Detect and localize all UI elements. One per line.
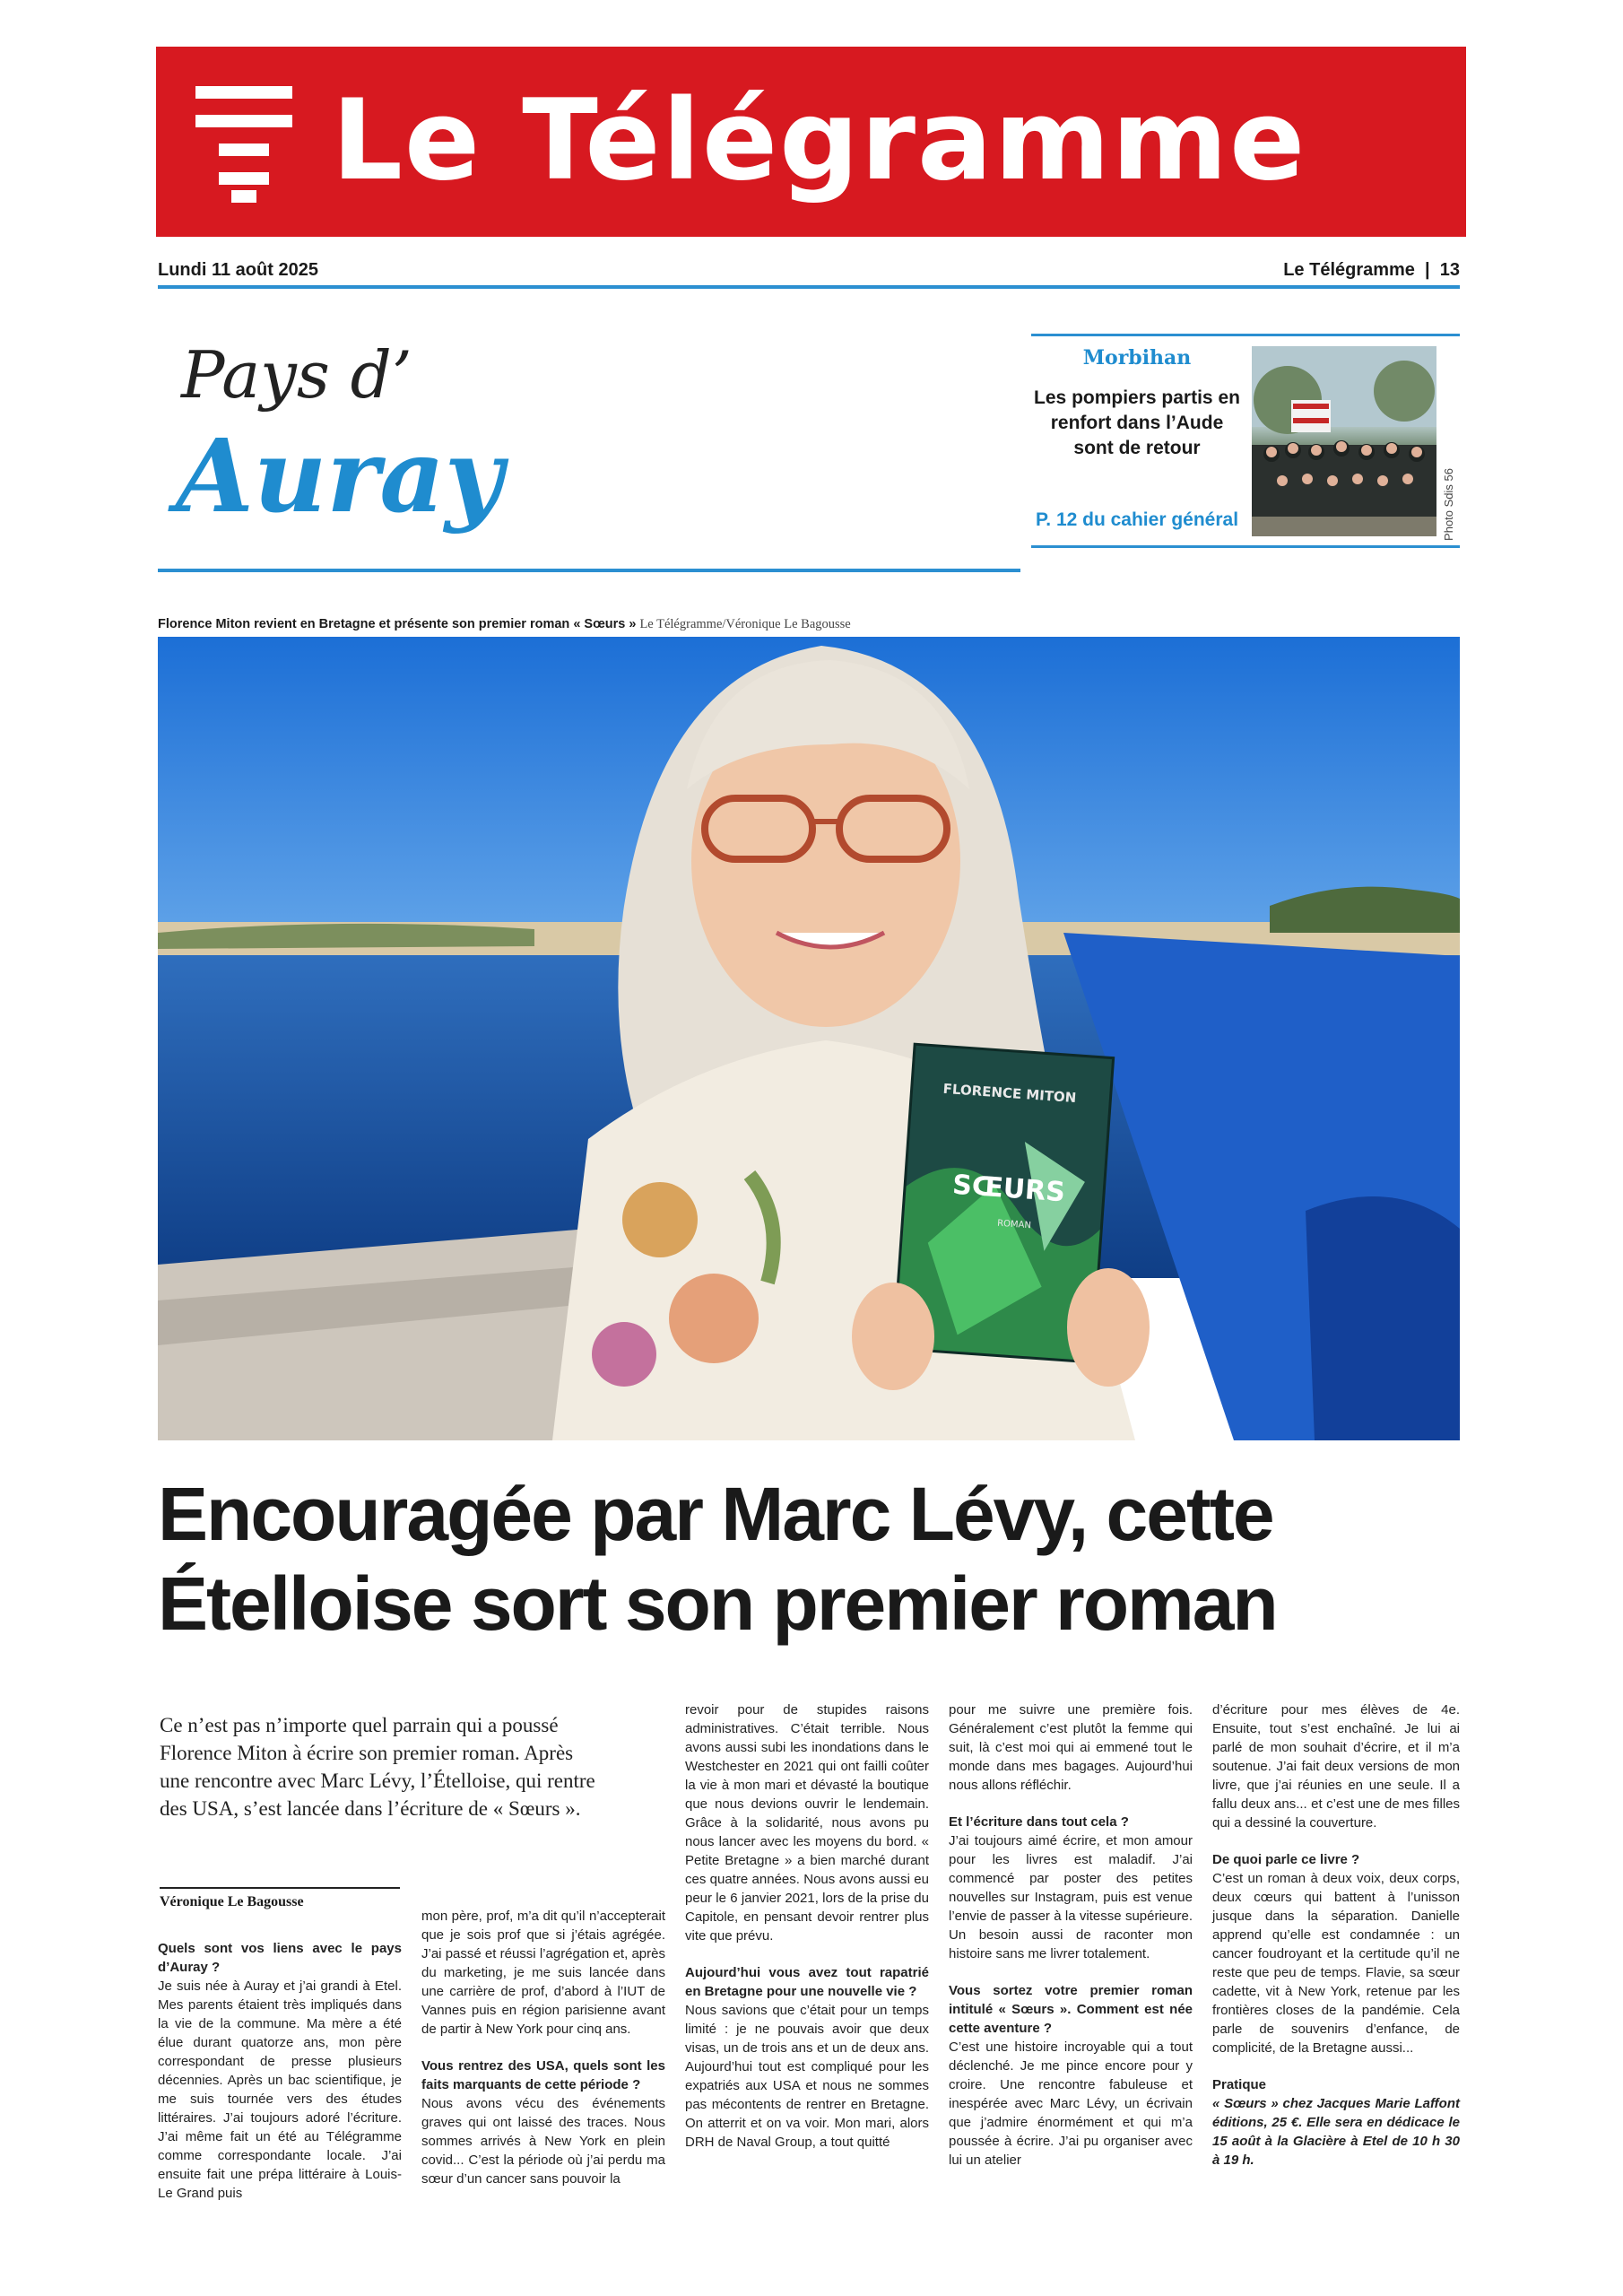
- teaser-bottom-rule: [1031, 545, 1460, 548]
- section-title-line2: Auray: [176, 418, 503, 535]
- answer-2-part2: revoir pour de stupides raisons administratives. C’était terrible. Nous avons aussi subi les inondations dans le Westchester en 2021 qui ont failli coûter la vie à mon mari et dévasté la boutique que nous devions ouvrir le lendemain. Grâce à la solidarité, nous avons pu nous lancer avec les moyens du bord. « Petite Bretagne » a bien marché durant ces quatre années. Nous avons aussi eu peur le 6 janvier 2021, lors de la prise du Capitole, en pensant devoir rentrer plus vite que prévu.: [685, 1702, 929, 1944]
- section-title-line1: Pays d’: [181, 337, 412, 413]
- answer-1-part2: mon père, prof, m’a dit qu’il n’accepterait que je sois prof que si j’étais agrégée. J’ai passé et réussi l’agrégation et, après du marketing, je me suis lancée dans une carrière de prof, d’abord à l’IUT de Vannes puis en région parisienne avant de partir à New York pour cinq ans.: [421, 1909, 665, 2037]
- masthead: [156, 47, 1466, 237]
- section-rule: [158, 569, 1020, 572]
- photo-caption: [158, 617, 851, 632]
- teaser-headline: Les pompiers partis en renfort dans l’Aude sont de retour: [1034, 387, 1240, 458]
- book-author: FLORENCE MITON: [942, 1080, 1077, 1107]
- answer-5-part2: d’écriture pour mes élèves de 4e. Ensuite, tout s’est enchaîné. Je lui ai parlé de mon souhait d’écrire, et il m’a soutenue. J’ai fait deux versions de mon livre, que j’ai réunies en une seule. Il a fallu deux ans... et c’est une de mes filles qui a dessiné la couverture.: [1212, 1702, 1460, 1831]
- article-column-3: [685, 1700, 929, 2152]
- answer-3-part1: Nous savions que c’était pour un temps limité : je ne pouvais avoir que deux visas, un de trois ans et un de deux ans. Aujourd’hui tout est compliqué pour les expatriés aux USA et nous ne sommes pas mécontents de rentrer en Bretagne. On atterrit et on va voir. Mon mari, alors DRH de Naval Group, a tout quitté: [685, 2003, 929, 2150]
- article-column-1: [158, 1939, 402, 2203]
- teaser-box[interactable]: [1031, 334, 1460, 549]
- answer-5-part1: C’est une histoire incroyable qui a tout déclenché. Je me pince encore pour y croire. Une rencontre fabuleuse et inespérée avec Marc Lévy, un écrivain que j’admire énormément et qui m’a poussée à écrire. J’ai pu organiser avec lui un atelier: [949, 2039, 1193, 2168]
- firefighters-photo: [1252, 346, 1436, 536]
- article-headline: Encouragée par Marc Lévy, cette Ételloise sort son premier roman: [158, 1472, 1277, 1646]
- masthead-title: Le Télégramme: [332, 76, 1307, 205]
- article-column-2: [421, 1907, 665, 2188]
- answer-6: C’est un roman à deux voix, deux corps, deux cœurs qui battent à l’unisson jusque dans la séparation. Danielle apprend qu’elle est condamnée : un cancer foudroyant et la certitude qu’il ne reste que peu de temps. Flavie, sa sœur cadette, vit à New York, retenue par les frontières closes de la pandémie. Cela parle de souvenirs d’enfance, de complicité, de la Bretagne aussi...: [1212, 1871, 1460, 2056]
- teaser-kicker: Morbihan: [1082, 346, 1192, 370]
- answer-3-part2: pour me suivre une première fois. Généralement c’est plutôt la femme qui suit, là c’est moi qui ai emmené tout le monde dans mes bagages. Aujourd’hui nous allons réfléchir.: [949, 1702, 1193, 1793]
- pratique-label: Pratique: [1212, 2077, 1267, 2092]
- teaser-page-ref: P. 12 du cahier général: [1035, 509, 1239, 530]
- article-column-5: [1212, 1700, 1460, 2170]
- question-3: Aujourd’hui vous avez tout rapatrié en Bretagne pour une nouvelle vie ?: [685, 1965, 929, 1999]
- dateline-rule: [158, 285, 1460, 289]
- photo-caption-text: Florence Miton revient en Bretagne et présente son premier roman « Sœurs »: [158, 617, 637, 631]
- main-photo: [158, 637, 1460, 1440]
- issue-date: Lundi 11 août 2025: [158, 260, 318, 280]
- page-folio: Le Télégramme | 13: [1283, 260, 1460, 280]
- firefighters-photo-art: [1252, 346, 1436, 536]
- answer-1-part1: Je suis née à Auray et j’ai grandi à Etel. Mes parents étaient très impliqués dans la vie de la commune. Ma mère a été élue durant quatorze ans, mon père correspondant de presse plusieurs décennies. Après un bac scientifique, je me suis tournée vers des études littéraires. J’ai toujours adoré l’écriture. J’ai même fait un été au Télégramme comme correspondante locale. J’ai ensuite fait une prépa littéraire à Louis-Le Grand puis: [158, 1979, 402, 2201]
- question-5: Vous sortez votre premier roman intitulé « Sœurs ». Comment est née cette aventure ?: [949, 1983, 1193, 2036]
- teaser-photo-credit: Photo Sdis 56: [1442, 468, 1455, 541]
- question-6: De quoi parle ce livre ?: [1212, 1852, 1360, 1867]
- answer-2-part1: Nous avons vécu des événements graves qui ont laissé des traces. Nous sommes arrivés à New York en plein covid... C’est la période où j’ai perdu ma sœur d’un cancer sans pouvoir la: [421, 2096, 665, 2187]
- question-1: Quels sont vos liens avec le pays d’Auray ?: [158, 1941, 402, 1975]
- telegramme-lines-logo-icon: [195, 86, 292, 203]
- photo-credit: Le Télégramme/Véronique Le Bagousse: [639, 617, 851, 631]
- article-column-4: [949, 1700, 1193, 2170]
- article-byline: Véronique Le Bagousse: [160, 1887, 400, 1910]
- question-2: Vous rentrez des USA, quels sont les faits marquants de cette période ?: [421, 2058, 665, 2092]
- answer-4: J’ai toujours aimé écrire, et mon amour pour les livres est maladif. J’ai commencé par poster des petites nouvelles sur Instagram, puis est venue l’envie de passer à la vitesse supérieure. Un besoin aussi de raconter mon histoire sans me livrer totalement.: [949, 1833, 1193, 1961]
- question-4: Et l’écriture dans tout cela ?: [949, 1814, 1129, 1830]
- book-title: SŒURS: [951, 1169, 1066, 1209]
- article-chapo: Ce n’est pas n’importe quel parrain qui a poussé Florence Miton à écrire son premier roman. Après une rencontre avec Marc Lévy, l’Ételloise, qui rentre des USA, s’est lancée dans l’écriture de « Sœurs ».: [160, 1714, 595, 1820]
- pratique-text: « Sœurs » chez Jacques Marie Laffont éditions, 25 €. Elle sera en dédicace le 15 août à la Glacière à Etel de 10 h 30 à 19 h.: [1212, 2096, 1460, 2168]
- main-photo-art: [158, 637, 1460, 1440]
- book-subtitle: ROMAN: [996, 1218, 1032, 1231]
